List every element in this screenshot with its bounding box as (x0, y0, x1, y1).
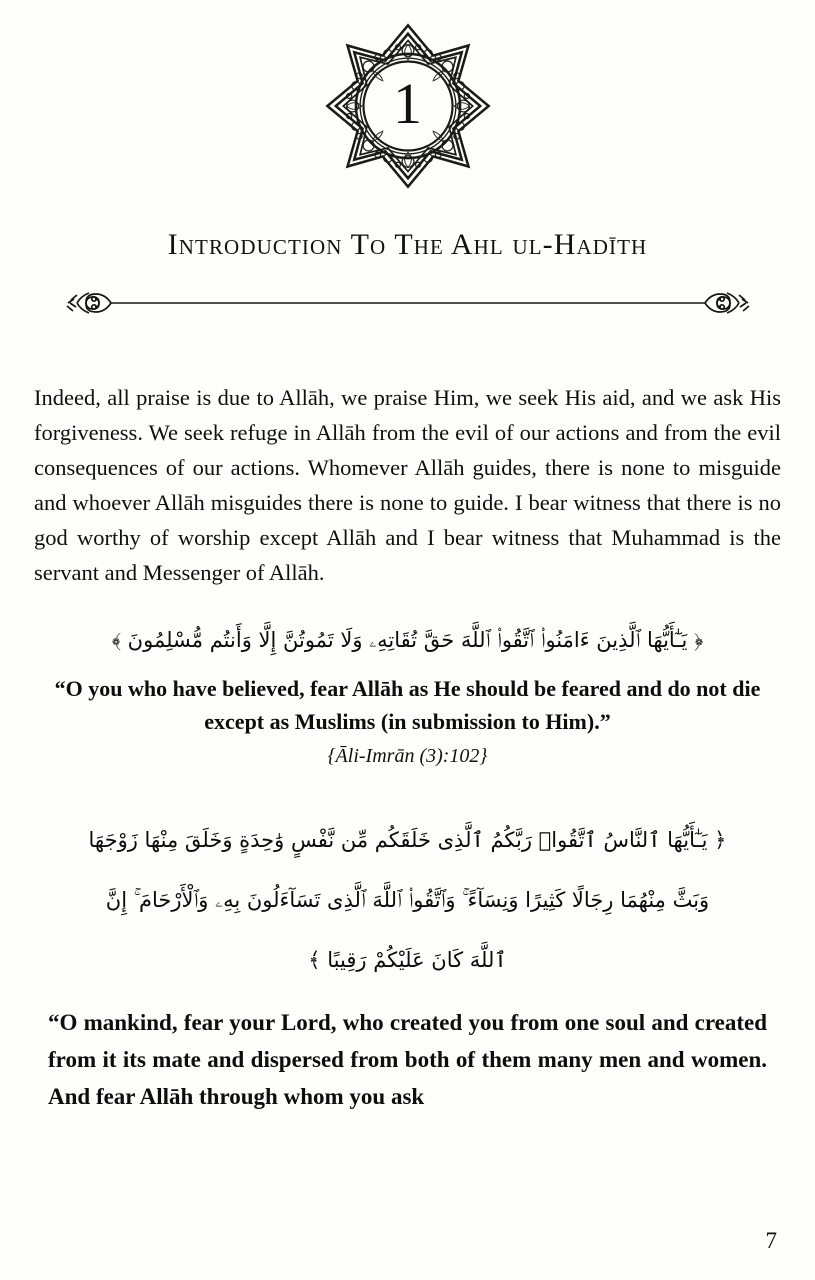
intro-paragraph: Indeed, all praise is due to Allāh, we praise Him, we seek His aid, and we ask His forgiveness. We seek refuge in Allāh from the evil of our actions and from the evil consequences of our actions. Whomever Allāh guides, there is none to misguide and whoever Allāh misguides there is none to guide. I bear witness that there is no god worthy of worship except Allāh and I bear witness that Muhammad is the servant and Messenger of Allāh. (34, 385, 781, 585)
chapter-number: 1 (393, 71, 422, 136)
chapter-ornament-header (30, 0, 785, 190)
arabic-verse-1: ﴿ يَـٰٓأَيُّهَا ٱلَّذِينَ ءَامَنُوا۟ ٱتَّقُوا۟ ٱللَّهَ حَقَّ تُقَاتِهِۦ وَلَا تَمُوتُنَّ إِلَّا وَأَنتُم مُّسْلِمُونَ ﴾ (111, 628, 704, 652)
section-divider (63, 286, 753, 320)
page-number: 7 (765, 1228, 777, 1253)
page-title: Introduction To The Ahl ul-Hadīth (167, 228, 648, 261)
flourish-ornament-right-icon (705, 293, 749, 313)
verse-translation-1: “O you who have believed, fear Allāh as He should be feared and do not die except as Muslims (in submission to Him).” (54, 676, 761, 734)
quran-quote-block-2 (30, 810, 785, 1115)
verse-citation-1: {Āli-Imrān (3):102} (327, 745, 488, 767)
arabic-verse-2-line-2: وَبَثَّ مِنْهُمَا رِجَالًا كَثِيرًا وَنِسَآءً ۚ وَٱتَّقُوا۟ ٱللَّهَ ٱلَّذِى تَسَآءَلُونَ بِهِۦ وَٱلْأَرْحَامَ ۚ إِنَّ (105, 888, 710, 912)
body-content (30, 380, 785, 590)
verse-translation-2: “O mankind, fear your Lord, who created you from one soul and created from it its mate and dispersed from both of them many men and women. And fear Allāh through whom you ask (48, 1010, 767, 1109)
arabic-verse-2-line-3: ٱللَّهَ كَانَ عَلَيْكُمْ رَقِيبًا ﴾ (308, 948, 507, 972)
arabic-verse-2-line-1: ﴿ يَـٰٓأَيُّهَا ٱلنَّاسُ ٱتَّقُوا۟ رَبَّكُمُ ٱلَّذِى خَلَقَكُم مِّن نَّفْسٍ وَٰحِدَةٍ وَخَلَقَ مِنْهَا زَوْجَهَا (88, 828, 727, 852)
flourish-ornament-left-icon (67, 293, 111, 313)
rosette-ornament (324, 22, 492, 190)
quran-quote-block-1 (30, 612, 785, 768)
